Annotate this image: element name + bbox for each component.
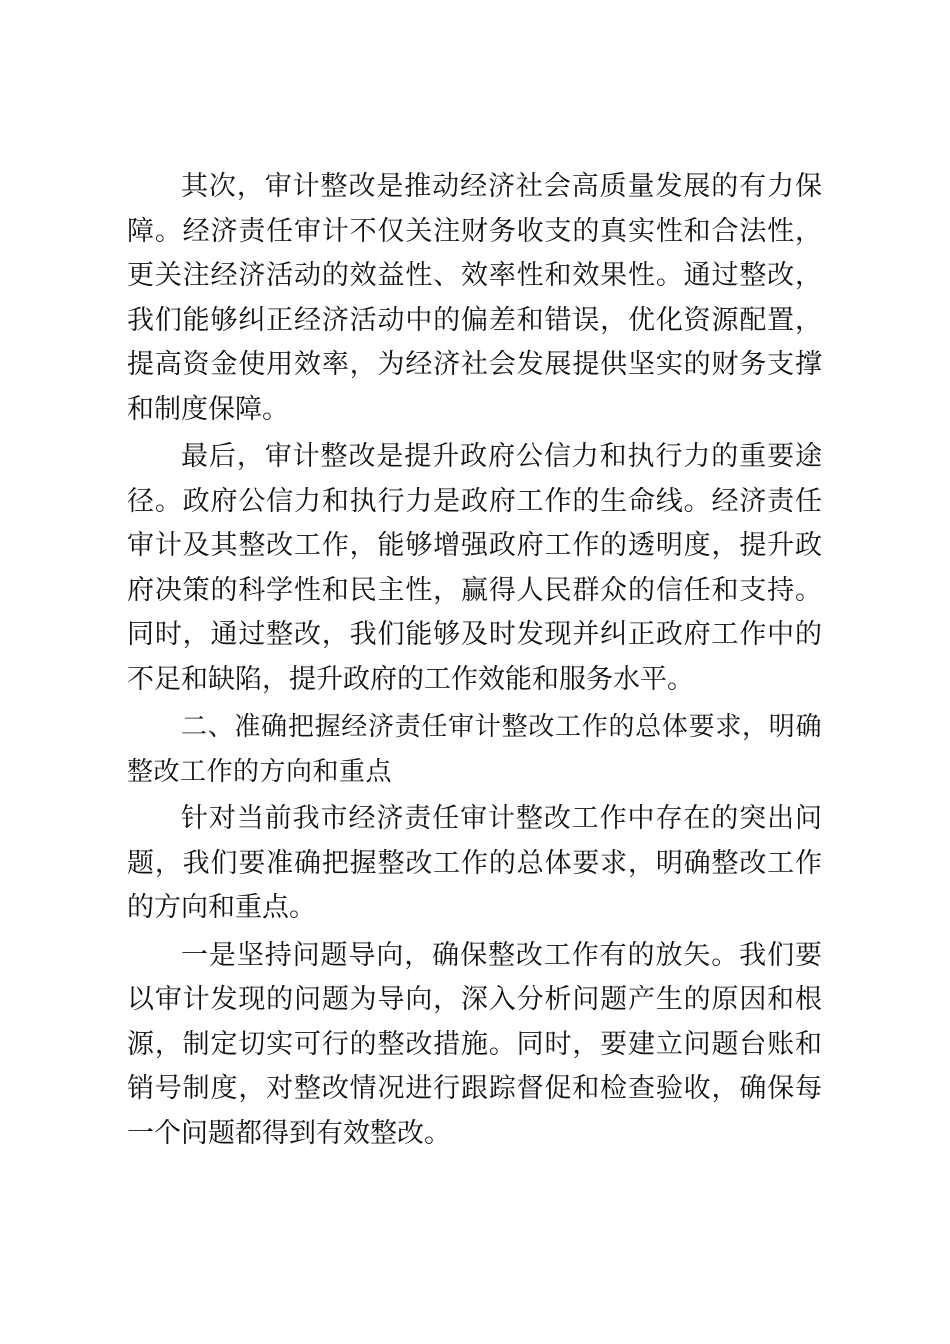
document-body <box>127 165 822 1159</box>
paragraph-finally: 最后，审计整改是提升政府公信力和执行力的重要途径。政府公信力和执行力是政府工作的生命线。经济责任审计及其整改工作，能够增强政府工作的透明度，提升政府决策的科学性和民主性，赢得人民群众的信任和支持。同时，通过整改，我们能够及时发现并纠正政府工作中的不足和缺陷，提升政府的工作效能和服务水平。 <box>127 441 822 695</box>
paragraph-secondly: 其次，审计整改是推动经济社会高质量发展的有力保障。经济责任审计不仅关注财务收支的真实性和合法性，更关注经济活动的效益性、效率性和效果性。通过整改，我们能够纠正经济活动中的偏差和错误，优化资源配置，提高资金使用效率，为经济社会发展提供坚实的财务支撑和制度保障。 <box>127 171 822 425</box>
paragraph-problems-intro: 针对当前我市经济责任审计整改工作中存在的突出问题，我们要准确把握整改工作的总体要求，明确整改工作的方向和重点。 <box>127 803 822 923</box>
paragraph-point-one: 一是坚持问题导向，确保整改工作有的放矢。我们要以审计发现的问题为导向，深入分析问题产生的原因和根源，制定切实可行的整改措施。同时，要建立问题台账和销号制度，对整改情况进行跟踪督促和检查验收，确保每一个问题都得到有效整改。 <box>127 939 822 1149</box>
section-heading-two: 二、准确把握经济责任审计整改工作的总体要求，明确整改工作的方向和重点 <box>127 712 822 787</box>
